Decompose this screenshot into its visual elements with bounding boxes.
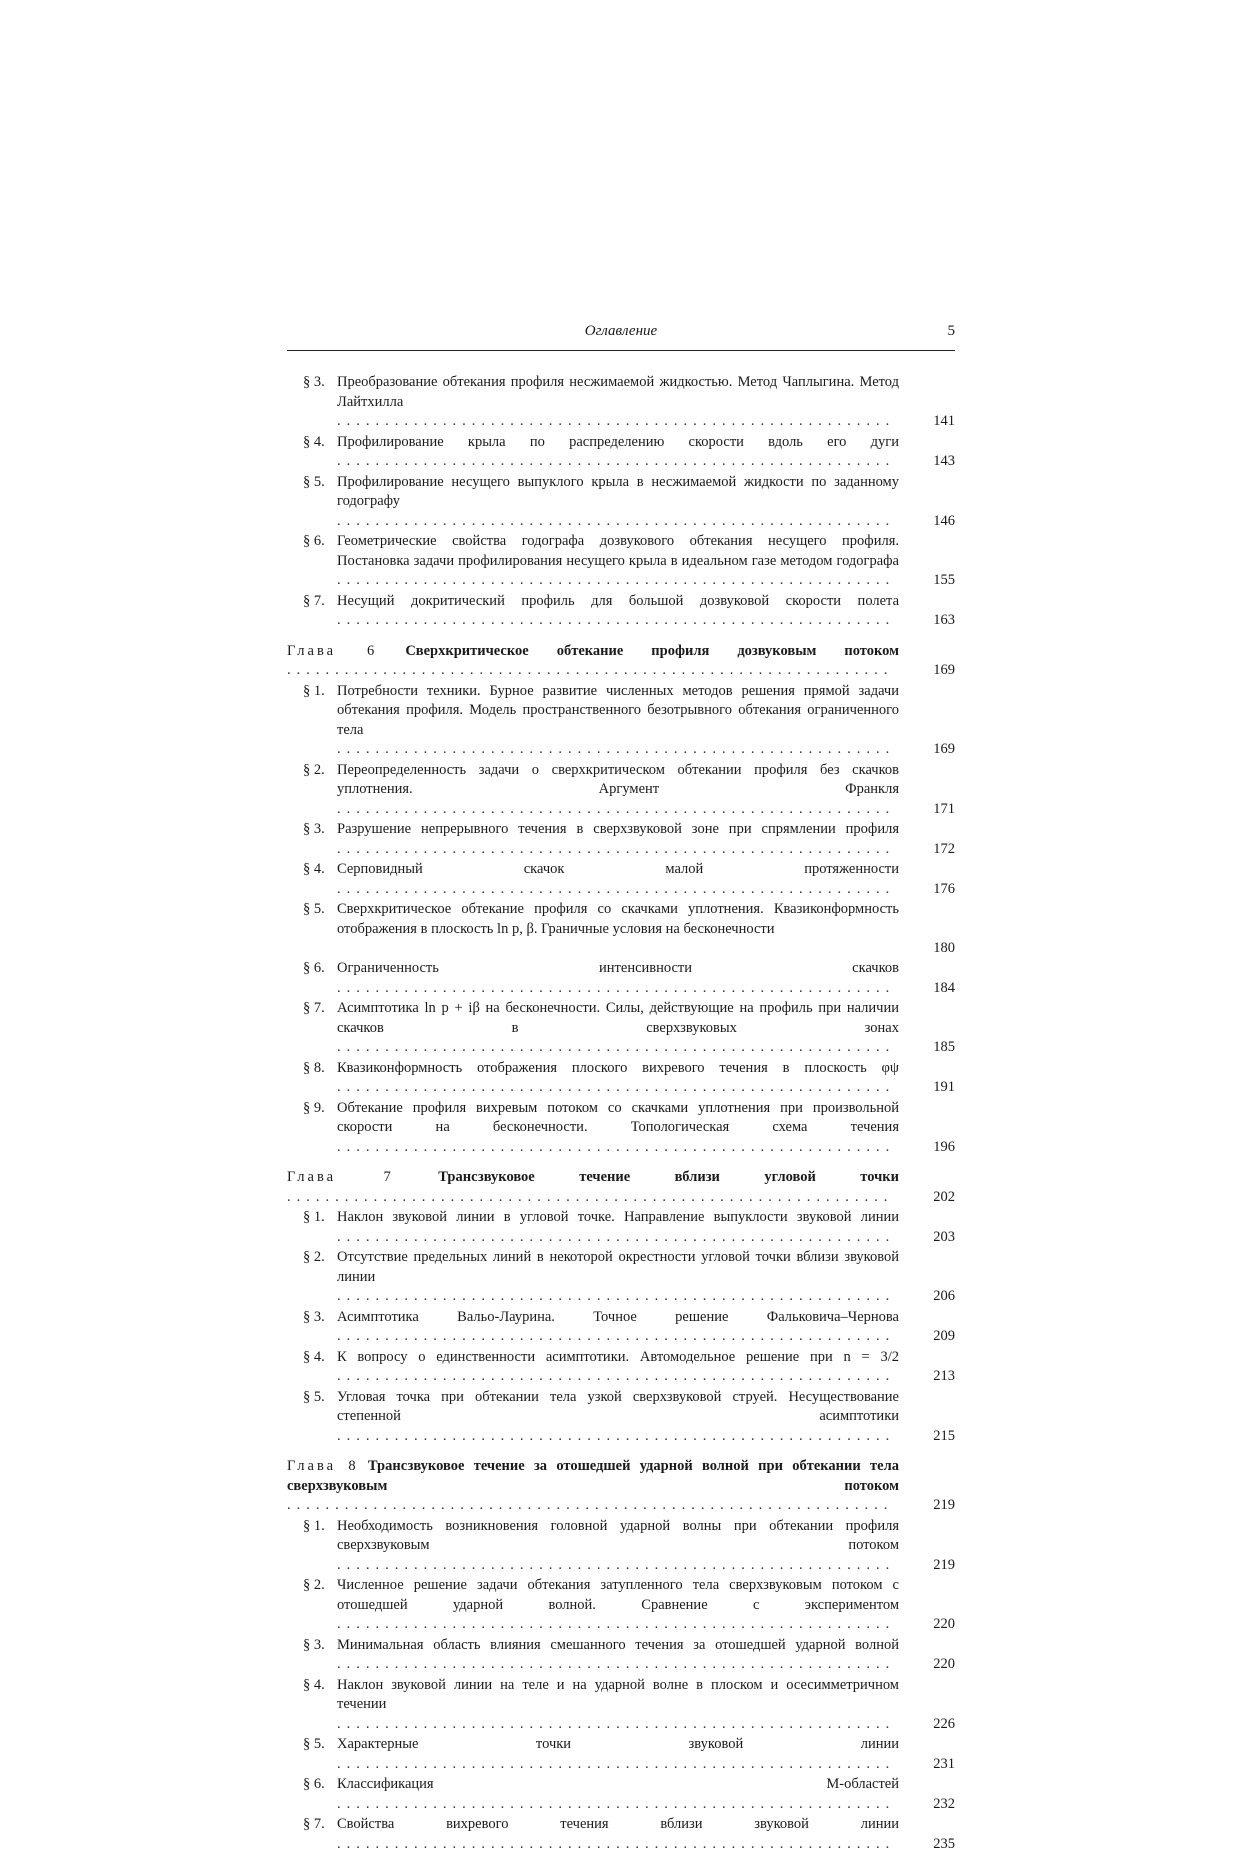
dot-leader: ..........................................................: [337, 512, 896, 529]
section-number: § 3.: [303, 821, 325, 837]
dot-leader: ..........................................................: [337, 979, 896, 996]
toc-section[interactable]: [287, 1059, 955, 1098]
page-number: 5: [947, 323, 955, 339]
toc-section[interactable]: [287, 820, 955, 859]
entry-page-number: 209: [933, 1328, 955, 1344]
toc-section[interactable]: [287, 1248, 955, 1307]
toc-section[interactable]: [287, 1576, 955, 1635]
section-title: Асимптотика ln p + iβ на бесконечности. Силы, действующие на профиль при наличии скачков в сверхзвуковых зонах: [337, 1000, 899, 1036]
entry-body: [337, 1208, 899, 1247]
section-title: Численное решение задачи обтекания затупленного тела сверхзвуковым потоком с отошедшей ударной волной. Сравнение с экспериментом: [337, 1577, 899, 1613]
section-title: Угловая точка при обтекании тела узкой сверхзвуковой струей. Несуществование степенной асимптотики: [337, 1388, 899, 1424]
entry-page-number: 163: [933, 612, 955, 628]
running-title: Оглавление: [584, 323, 658, 339]
entry-body: [337, 1059, 899, 1098]
toc-section[interactable]: [287, 761, 955, 820]
dot-leader: ..........................................................: [337, 572, 896, 588]
toc-section[interactable]: [287, 1676, 955, 1735]
dot-leader: ..........................................................: [337, 1656, 896, 1672]
section-number: § 6.: [303, 960, 325, 976]
entry-body: [337, 1308, 899, 1347]
entry-page-number: 172: [933, 840, 955, 857]
section-number: § 7.: [303, 592, 325, 609]
entry-body: [337, 473, 899, 532]
section-number: § 7.: [303, 1816, 325, 1832]
dot-leader: ...............................................................: [287, 662, 894, 678]
section-title: Профилирование крыла по распределению скорости вдоль его дуги: [337, 433, 899, 450]
entry-body: [337, 999, 899, 1058]
running-header: [287, 322, 955, 351]
section-title: Наклон звуковой линии на теле и на ударной волне в плоском и осесимметричном течении: [337, 1676, 899, 1712]
section-number: § 4.: [303, 861, 325, 877]
entry-page-number: 206: [933, 1288, 955, 1304]
entry-page-number: 213: [933, 1368, 955, 1384]
section-title: Классификация M-областей: [337, 1776, 899, 1792]
entry-page-number: 202: [933, 1188, 955, 1205]
section-title: Ограниченность интенсивности скачков: [337, 960, 899, 976]
toc-section[interactable]: [287, 1636, 955, 1675]
section-title: Сверхкритическое обтекание профиля со скачками уплотнения. Квазиконформность отображения в плоскость ln p, β. Граничные условия на бесконечности: [337, 901, 899, 937]
toc-section[interactable]: [287, 1208, 955, 1247]
toc-section[interactable]: [287, 999, 955, 1058]
entry-page-number: 143: [933, 453, 955, 469]
dot-leader: ..........................................................: [337, 840, 896, 857]
dot-leader: ..........................................................: [337, 1368, 896, 1384]
toc-section[interactable]: [287, 959, 955, 998]
toc-chapter[interactable]: [287, 1457, 955, 1516]
dot-leader: ..........................................................: [337, 741, 896, 757]
entry-body: [337, 1388, 899, 1447]
dot-leader: ..........................................................: [337, 1556, 896, 1573]
section-title: Серповидный скачок малой протяженности: [337, 861, 899, 877]
chapter-label: Глава 6: [287, 642, 378, 659]
dot-leader: ..........................................................: [337, 612, 896, 628]
chapter-label: Глава 7: [287, 1169, 394, 1185]
dot-leader: ..........................................................: [337, 1288, 896, 1304]
toc-page: [287, 322, 955, 1855]
section-number: § 4.: [303, 1676, 325, 1693]
dot-leader: ..........................................................: [337, 1079, 896, 1095]
dot-leader: ..........................................................: [337, 453, 896, 469]
section-number: § 4.: [303, 433, 325, 450]
chapter-title: Трансзвуковое течение за отошедшей ударной волной при обтекании тела сверхзвуковым потоком: [287, 1458, 899, 1494]
entry-page-number: 203: [933, 1228, 955, 1245]
section-number: § 2.: [303, 761, 325, 778]
section-number: § 8.: [303, 1059, 325, 1076]
entry-body: [337, 1815, 899, 1854]
dot-leader: ..........................................................: [337, 1795, 896, 1812]
dot-leader: ...............................................................: [287, 1497, 894, 1513]
dot-leader: ..........................................................: [337, 1715, 896, 1732]
entry-page-number: 220: [933, 1656, 955, 1672]
section-title: Свойства вихревого течения вблизи звуковой линии: [337, 1816, 899, 1832]
entry-body: [337, 682, 899, 760]
entry-page-number: 184: [933, 979, 955, 996]
section-title: Минимальная область влияния смешанного течения за отошедшей ударной волной: [337, 1636, 899, 1653]
entry-body: [337, 1517, 899, 1576]
section-title: Несущий докритический профиль для большой дозвуковой скорости полета: [337, 592, 899, 609]
entry-body: [337, 1676, 899, 1735]
section-number: § 1.: [303, 682, 325, 699]
entry-page-number: 169: [933, 741, 955, 757]
entry-page-number: 235: [933, 1835, 955, 1852]
dot-leader: ..........................................................: [337, 1228, 896, 1245]
dot-leader: ..........................................................: [337, 1328, 896, 1344]
section-title: Асимптотика Вальо-Лаурина. Точное решение Фальковича–Чернова: [337, 1308, 899, 1325]
toc-section[interactable]: [287, 1775, 955, 1814]
section-number: § 5.: [303, 1736, 325, 1752]
section-number: § 1.: [303, 1209, 325, 1225]
section-title: Геометрические свойства годографа дозвукового обтекания несущего профиля. Постановка задачи профилирования несущего крыла в идеальном газе методом годографа: [337, 533, 899, 569]
section-title: Характерные точки звуковой линии: [337, 1736, 899, 1752]
section-title: Преобразование обтекания профиля несжимаемой жидкостью. Метод Чаплыгина. Метод Лайтхилла: [337, 374, 899, 410]
entry-body: [337, 959, 899, 998]
toc-section[interactable]: [287, 1099, 955, 1158]
dot-leader: ..........................................................: [337, 1427, 896, 1444]
toc-section[interactable]: [287, 1517, 955, 1576]
chapter-label: Глава 8: [287, 1458, 359, 1474]
entry-page-number: 141: [933, 413, 955, 429]
entry-body: [337, 1576, 899, 1635]
entry-body: [337, 592, 899, 631]
section-title: Обтекание профиля вихревым потоком со скачками уплотнения при произвольной скорости на бесконечности. Топологическая схема течения: [337, 1099, 899, 1135]
dot-leader: ..........................................................: [337, 1755, 896, 1772]
entry-page-number: 155: [933, 572, 955, 588]
entry-body: [337, 1099, 899, 1158]
entry-page-number: 169: [933, 662, 955, 678]
toc-section[interactable]: [287, 592, 955, 631]
entry-page-number: 232: [933, 1795, 955, 1812]
section-number: § 3.: [303, 1308, 325, 1325]
toc-section[interactable]: [287, 1308, 955, 1347]
entry-body: [337, 1348, 899, 1387]
entry-page-number: 231: [933, 1755, 955, 1772]
toc-section[interactable]: [287, 1348, 955, 1387]
entry-page-number: 180: [933, 939, 955, 956]
dot-leader: ...............................................................: [287, 1188, 894, 1205]
entry-body: [337, 373, 899, 432]
section-title: Наклон звуковой линии в угловой точке. Направление выпуклости звуковой линии: [337, 1209, 899, 1225]
toc-section[interactable]: [287, 682, 955, 760]
entry-body: [337, 761, 899, 820]
section-number: § 7.: [303, 1000, 325, 1016]
chapter-title: Трансзвуковое течение вблизи угловой точки: [438, 1169, 899, 1185]
entry-page-number: 219: [933, 1497, 955, 1513]
entry-page-number: 146: [933, 512, 955, 529]
section-number: § 3.: [303, 1636, 325, 1653]
toc-section[interactable]: [287, 1815, 955, 1854]
table-of-contents: [287, 373, 955, 1854]
entry-body: [337, 532, 899, 591]
section-number: § 5.: [303, 473, 325, 490]
section-title: Переопределенность задачи о сверхкритическом обтекании профиля без скачков уплотнения. Аргумент Франкля: [337, 761, 899, 797]
toc-section[interactable]: [287, 473, 955, 532]
toc-section[interactable]: [287, 900, 955, 958]
entry-body: [337, 433, 899, 472]
section-title: Отсутствие предельных линий в некоторой окрестности угловой точки вблизи звуковой линии: [337, 1249, 899, 1285]
section-number: § 9.: [303, 1099, 325, 1116]
entry-body: [337, 1775, 899, 1814]
toc-section[interactable]: [287, 532, 955, 591]
dot-leader: ..........................................................: [337, 800, 896, 817]
toc-section[interactable]: [287, 373, 955, 432]
entry-body: [337, 1248, 899, 1307]
dot-leader: ..........................................................: [337, 413, 896, 429]
dot-leader: ..........................................................: [337, 880, 896, 897]
section-number: § 2.: [303, 1249, 325, 1265]
section-number: § 2.: [303, 1577, 325, 1593]
section-number: § 1.: [303, 1517, 325, 1534]
section-title: Квазиконформность отображения плоского вихревого течения в плоскость φψ: [337, 1059, 899, 1076]
entry-page-number: 185: [933, 1039, 955, 1055]
entry-page-number: 226: [933, 1715, 955, 1732]
toc-section[interactable]: [287, 1388, 955, 1447]
entry-page-number: 219: [933, 1556, 955, 1573]
toc-section[interactable]: [287, 860, 955, 899]
section-number: § 5.: [303, 901, 325, 917]
section-number: § 6.: [303, 1776, 325, 1792]
entry-page-number: 171: [933, 800, 955, 817]
dot-leader: ..........................................................: [337, 1835, 896, 1852]
section-title: Профилирование несущего выпуклого крыла в несжимаемой жидкости по заданному годографу: [337, 473, 899, 509]
dot-leader: ..........................................................: [337, 1616, 896, 1632]
entry-body: [337, 1636, 899, 1675]
entry-body: [287, 642, 899, 681]
entry-body: [337, 900, 899, 939]
dot-leader: ..........................................................: [337, 1039, 896, 1055]
section-number: § 3.: [303, 374, 325, 390]
section-title: Разрушение непрерывного течения в сверхзвуковой зоне при спрямлении профиля: [337, 821, 899, 837]
entry-page-number: 220: [933, 1616, 955, 1632]
section-number: § 5.: [303, 1388, 325, 1405]
toc-chapter[interactable]: [287, 1168, 955, 1207]
section-title: Потребности техники. Бурное развитие численных методов решения прямой задачи обтекания профиля. Модель пространственного безотрывного обтекания ограниченного тела: [337, 682, 899, 738]
section-number: § 6.: [303, 533, 325, 549]
toc-chapter[interactable]: [287, 642, 955, 681]
dot-leader: ..........................................................: [337, 1138, 896, 1155]
entry-page-number: 191: [933, 1079, 955, 1095]
entry-body: [337, 820, 899, 859]
entry-body: [337, 860, 899, 899]
entry-page-number: 196: [933, 1138, 955, 1155]
entry-page-number: 176: [933, 880, 955, 897]
entry-body: [287, 1168, 899, 1207]
section-number: § 4.: [303, 1348, 325, 1365]
entry-page-number: 215: [933, 1427, 955, 1444]
chapter-title: Сверхкритическое обтекание профиля дозвуковым потоком: [405, 642, 899, 659]
section-title: Необходимость возникновения головной ударной волны при обтекании профиля сверхзвуковым потоком: [337, 1517, 899, 1553]
entry-body: [287, 1457, 899, 1516]
section-title: К вопросу о единственности асимптотики. Автомодельное решение при n = 3/2: [337, 1348, 899, 1365]
toc-section[interactable]: [287, 433, 955, 472]
